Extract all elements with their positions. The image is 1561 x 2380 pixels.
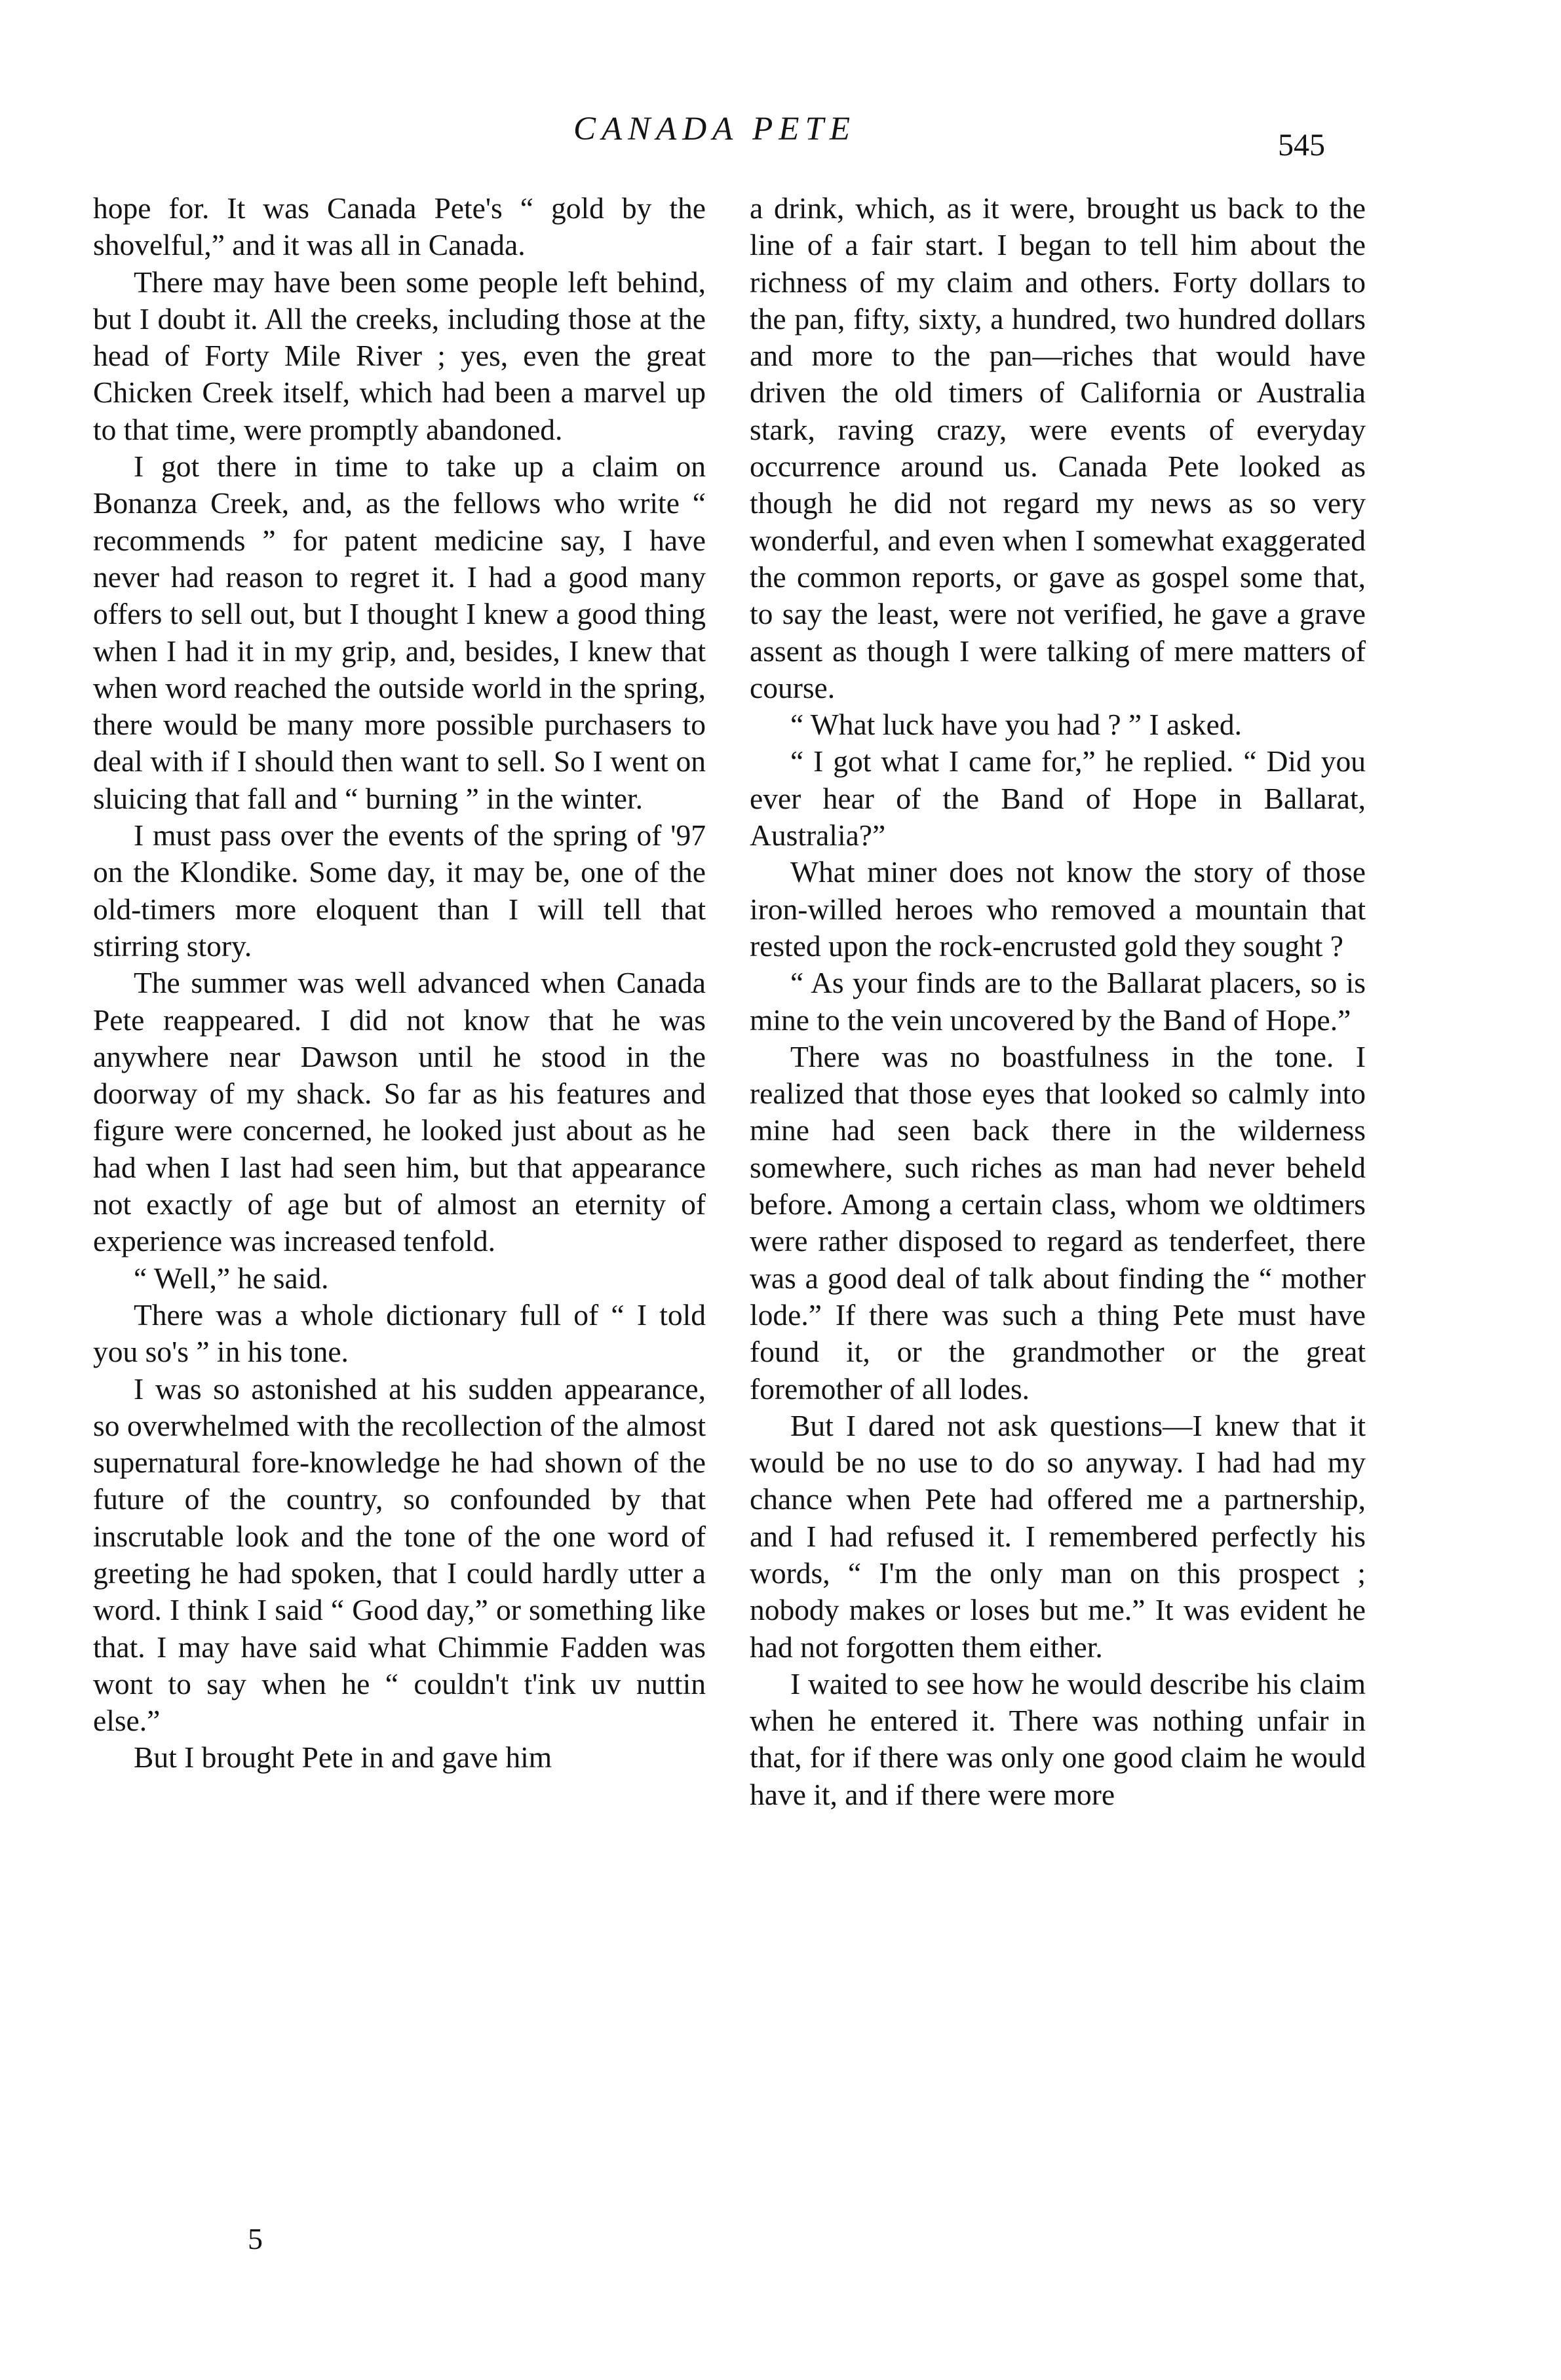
paragraph: There was no boastfulness in the tone. I realized that those eyes that looked so calmly into mine had seen back there in the wilderness somewhere, such riches as man had never beheld before. Among a certain class, whom we oldtimers were rather disposed to regard as tenderfeet, there was a good deal of talk about finding the “ mother lode.” If there was such a thing Pete must have found it, or the grandmother or the great foremother of all lodes. <box>750 1039 1366 1406</box>
paragraph: “ What luck have you had ? ” I asked. <box>790 708 1242 742</box>
paragraph: “ I got what I came for,” he replied. “ Did you ever hear of the Band of Hope in Ballarat, Australia?” <box>750 744 1366 853</box>
paragraph: I got there in time to take up a claim on Bonanza Creek, and, as the fellows who write “ recommends ” for patent medicine say, I have never had reason to regret it. I had a good many offers to sell out, but I thought I knew a good thing when I had it in my grip, and, besides, I knew that when word reached the outside world in the spring, there would be many more possible purchasers to deal with if I should then want to sell. So I went on sluicing that fall and “ burning ” in the winter. <box>93 450 706 815</box>
paragraph: I waited to see how he would describe his claim when he entered it. There was nothing unfair in that, for if there was only one good claim he would have it, and if there were more <box>750 1666 1366 1811</box>
paragraph: But I brought Pete in and gave him <box>134 1740 552 1775</box>
right-column <box>750 190 1366 1813</box>
paragraph: But I dared not ask questions—I knew that it would be no use to do so anyway. I had had my chance when Pete had offered me a partnership, and I had refused it. I remembered perfectly his words, “ I'm the only man on this prospect ; nobody makes or loses but me.” It was evident he had not forgotten them either. <box>750 1408 1366 1664</box>
paragraph: There may have been some people left behind, but I doubt it. All the creeks, including those at the head of Forty Mile River ; yes, even the great Chicken Creek itself, which had been a marvel up to that time, were promptly abandoned. <box>93 265 706 446</box>
paragraph: What miner does not know the story of those iron-willed heroes who removed a mountain that rested upon the rock-encrusted gold they sought ? <box>750 855 1366 963</box>
paragraph: “ As your finds are to the Ballarat placers, so is mine to the vein uncovered by the Band of Hope.” <box>750 966 1366 1037</box>
paragraph: I was so astonished at his sudden appearance, so overwhelmed with the recollection of the almost supernatural fore-knowledge he had shown of the future of the country, so confounded by that inscrutable look and the tone of the one word of greeting he had spoken, that I could hardly utter a word. I think I said “ Good day,” or something like that. I may have said what Chimmie Fadden was wont to say when he “ couldn't t'ink uv nuttin else.” <box>93 1372 706 1738</box>
paragraph: There was a whole dictionary full of “ I told you so's ” in his tone. <box>93 1297 706 1369</box>
running-title: CANADA PETE <box>573 111 856 147</box>
paragraph: a drink, which, as it were, brought us back to the line of a fair start. I began to tell him about the richness of my claim and others. Forty dollars to the pan, fifty, sixty, a hundred, two hundred dollars and more to the pan—riches that would have driven the old timers of California or Australia stark, raving crazy, were events of everyday occurrence around us. Canada Pete looked as though he did not regard my news as so very wonderful, and even when I somewhat exaggerated the common reports, or gave as gospel some that, to say the least, were not verified, he gave a grave assent as though I were talking of mere matters of course. <box>750 191 1366 704</box>
signature-mark: 5 <box>248 2222 263 2255</box>
paragraph: hope for. It was Canada Pete's “ gold by the shovelful,” and it was all in Canada. <box>93 191 706 262</box>
left-column <box>93 190 706 1776</box>
page-number: 545 <box>1278 128 1325 163</box>
paragraph: I must pass over the events of the spring of '97 on the Klondike. Some day, it may be, one of the old-timers more eloquent than I will tell that stirring story. <box>93 818 706 963</box>
paragraph: “ Well,” he said. <box>134 1261 329 1295</box>
paragraph: The summer was well advanced when Canada Pete reappeared. I did not know that he was anywhere near Dawson until he stood in the doorway of my shack. So far as his features and figure were concerned, he looked just about as he had when I last had seen him, but that appearance not exactly of age but of almost an eternity of experience was increased tenfold. <box>93 966 706 1258</box>
running-head <box>0 110 1561 163</box>
